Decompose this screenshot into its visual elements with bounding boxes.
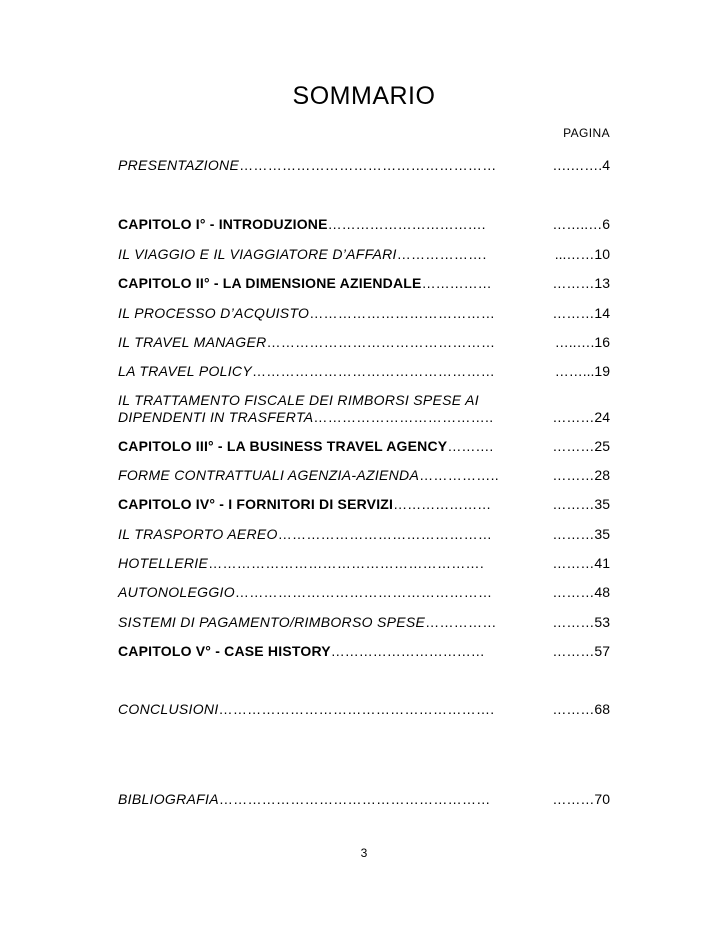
toc-leader-dots: ………………………………………………: [234, 584, 493, 600]
toc-leader-dots: ……………: [421, 275, 492, 291]
toc-leader-dots: ……………………………: [330, 643, 485, 659]
toc-entry-title: CONCLUSIONI: [118, 701, 219, 717]
toc-leader-dots: …………………………….: [327, 216, 486, 232]
toc-entry-title: CAPITOLO I° - INTRODUZIONE: [118, 216, 328, 232]
toc-entry-title: SISTEMI DI PAGAMENTO/RIMBORSO SPESE: [118, 614, 426, 630]
page-column-header: PAGINA: [563, 126, 610, 140]
toc-entry-title: IL VIAGGIO E IL VIAGGIATORE D’AFFARI: [118, 246, 397, 262]
toc-entry-page: ………25: [552, 438, 610, 454]
toc-entry-title: CAPITOLO V° - CASE HISTORY: [118, 643, 331, 659]
toc-leader-dots: ………………………………..: [313, 409, 494, 425]
toc-entry-page: ………53: [552, 614, 610, 630]
toc-entry-title: IL TRATTAMENTO FISCALE DEI RIMBORSI SPESE AI: [118, 392, 479, 408]
toc-entry-title: IL TRAVEL MANAGER: [118, 334, 267, 350]
toc-entry-page: …..….16: [554, 334, 610, 350]
toc-leader-dots: ………………………………………: [277, 526, 493, 542]
toc-entry-page: ………48: [552, 584, 610, 600]
toc-entry-page: ………13: [552, 275, 610, 291]
toc-entry-page: ………57: [552, 643, 610, 659]
toc-entry-title: FORME CONTRATTUALI AGENZIA-AZIENDA: [118, 467, 420, 483]
toc-leader-dots: …………………: [393, 496, 492, 512]
toc-entry-title: BIBLIOGRAFIA: [118, 791, 219, 807]
toc-entry-title: CAPITOLO II° - LA DIMENSIONE AZIENDALE: [118, 275, 422, 291]
toc-entry-title: IL PROCESSO D’ACQUISTO: [118, 305, 310, 321]
toc-leader-dots: ……………..: [419, 467, 499, 483]
page-number: 3: [360, 846, 368, 860]
toc-entry-title: PRESENTAZIONE: [118, 157, 240, 173]
toc-entry-page: ……...19: [554, 363, 610, 379]
toc-entry-page: ………35: [552, 526, 610, 542]
toc-leader-dots: ……………….: [396, 246, 487, 262]
toc-entry-page: ………70: [552, 791, 610, 807]
toc-leader-dots: ………………………………………………: [239, 157, 497, 173]
toc-leader-dots: ……….: [447, 438, 494, 454]
toc-leader-dots: …………………………………: [309, 305, 496, 321]
toc-entry-page: ……..…6: [552, 216, 610, 232]
toc-entry-title: AUTONOLEGGIO: [118, 584, 235, 600]
toc-leader-dots: …………………………………………………: [218, 791, 491, 807]
toc-entry-page: ...……10: [554, 246, 610, 262]
toc-entry-title: CAPITOLO IV° - I FORNITORI DI SERVIZI: [118, 496, 394, 512]
toc-entry-page: ….…….4: [552, 157, 610, 173]
toc-entry-title-continued: DIPENDENTI IN TRASFERTA: [118, 409, 314, 425]
toc-leader-dots: ……………………………………………: [251, 363, 496, 379]
toc-entry-page: ………35: [552, 496, 610, 512]
toc-entry-title: LA TRAVEL POLICY: [118, 363, 252, 379]
toc-entry-title: IL TRASPORTO AEREO: [118, 526, 278, 542]
toc-leader-dots: ………………………………………………….: [218, 701, 495, 717]
toc-entry-page: ………14: [552, 305, 610, 321]
toc-leader-dots: ……………: [425, 614, 497, 630]
toc-leader-dots: …………………………………………: [266, 334, 496, 350]
toc-entry-title: CAPITOLO III° - LA BUSINESS TRAVEL AGENCY: [118, 438, 448, 454]
toc-entry-page: ………68: [552, 701, 610, 717]
toc-entry-page: ………28: [552, 467, 610, 483]
toc-entry-page: ………41: [552, 555, 610, 571]
page-title: SOMMARIO: [292, 82, 436, 110]
toc-entry-title: HOTELLERIE: [118, 555, 209, 571]
toc-leader-dots: ………………………………………………….: [208, 555, 485, 571]
toc-entry-page: ………24: [552, 409, 610, 425]
